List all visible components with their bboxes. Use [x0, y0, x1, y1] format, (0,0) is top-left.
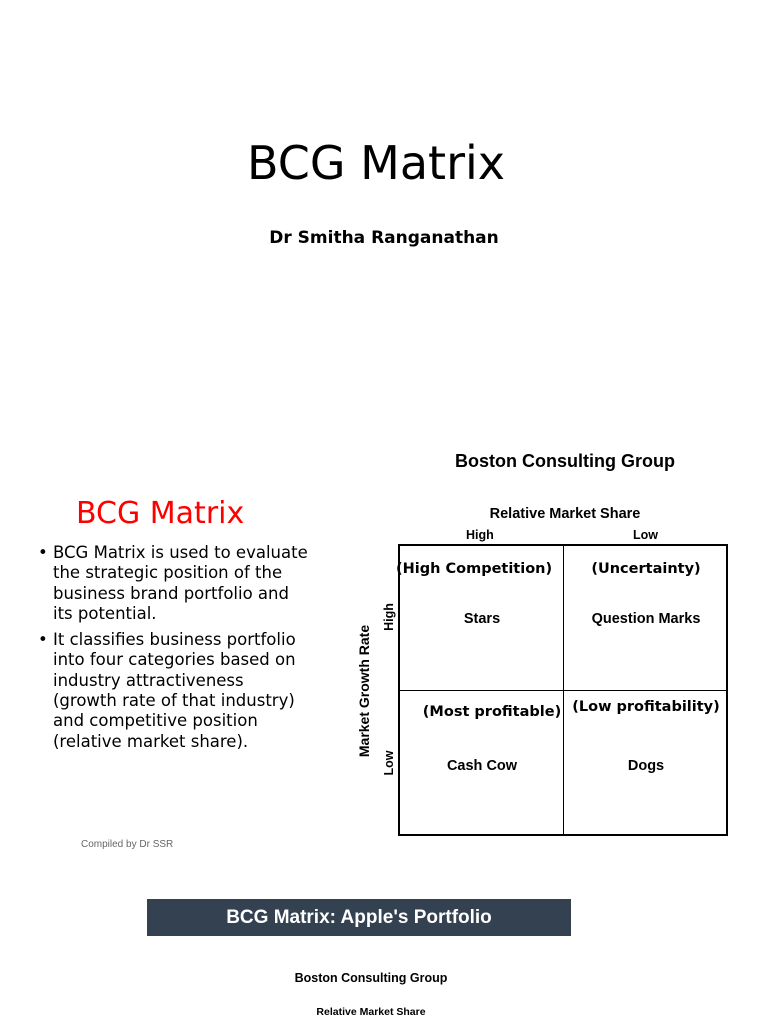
compiled-by-note: Compiled by Dr SSR [81, 839, 174, 850]
quadrant-cash-cow-note: (Most profitable) [422, 704, 562, 720]
slide-author: Dr Smitha Ranganathan [269, 228, 499, 248]
apple-portfolio-banner: BCG Matrix: Apple's Portfolio [147, 899, 571, 936]
section-heading: BCG Matrix [76, 496, 245, 531]
slide3-x-axis-label: Relative Market Share [316, 1006, 426, 1018]
bullet-item [38, 630, 308, 752]
matrix-x-low-label: Low [633, 528, 658, 542]
slide-title: BCG Matrix [247, 136, 505, 190]
bullet-list [38, 543, 308, 758]
quadrant-stars-note: (High Competition) [396, 561, 553, 577]
quadrant-question-marks-label: Question Marks [591, 611, 701, 627]
bullet-item [38, 543, 308, 624]
quadrant-dogs-note: (Low profitability) [572, 699, 720, 715]
quadrant-stars-label: Stars [463, 611, 501, 627]
bullet-text: BCG Matrix is used to evaluate the strategic position of the business brand portfolio and its potential. [53, 543, 308, 623]
quadrant-cash-cow-label: Cash Cow [446, 758, 518, 774]
matrix-x-axis-label: Relative Market Share [489, 506, 641, 522]
bullet-icon: • [38, 630, 48, 650]
matrix-y-axis-label: Market Growth Rate [356, 624, 372, 758]
bullet-text: It classifies business portfolio into four categories based on industry attractiveness (growth rate of that industry) and competitive position (relative market share). [53, 630, 296, 751]
matrix-title: Boston Consulting Group [455, 451, 675, 471]
slide3-group-title: Boston Consulting Group [294, 971, 448, 985]
matrix-horizontal-divider [398, 690, 728, 691]
quadrant-dogs-label: Dogs [627, 758, 665, 774]
matrix-y-high-label: High [382, 603, 396, 631]
quadrant-question-marks-note: (Uncertainty) [591, 561, 701, 577]
matrix-x-high-label: High [466, 528, 494, 542]
bullet-icon: • [38, 543, 48, 562]
matrix-y-low-label: Low [382, 750, 396, 776]
